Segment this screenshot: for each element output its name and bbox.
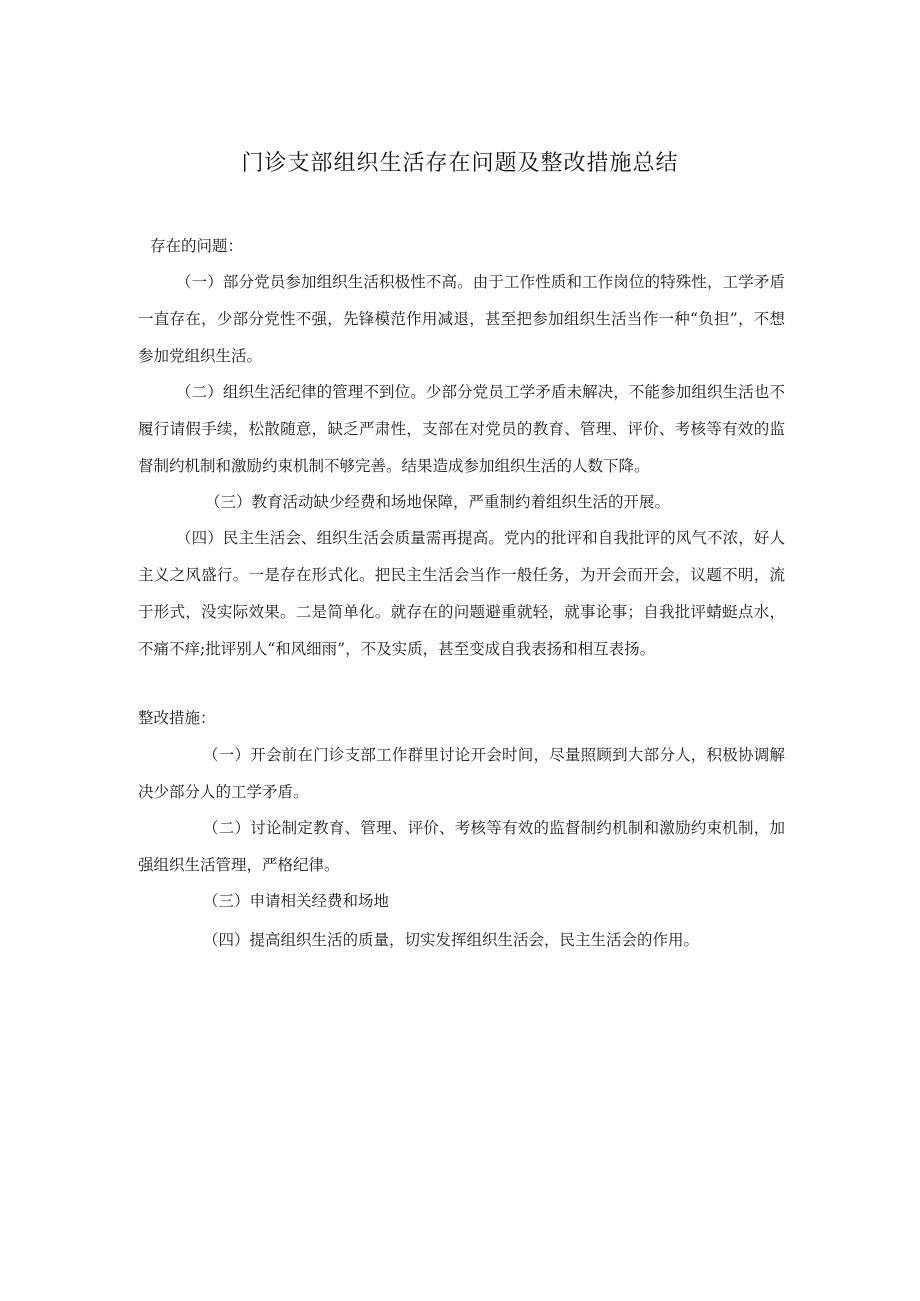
measure-item-3: （三）申请相关经费和场地 [203,892,390,910]
measures-heading: 整改措施： [138,709,216,727]
document-title: 门诊支部组织生活存在问题及整改措施总结 [241,151,679,176]
problem-item-3: （三）教育活动缺少经费和场地保障，严重制约着组织生活的开展。 [205,493,671,511]
measure-item-4: （四）提高组织生活的质量，切实发挥组织生活会，民主生活会的作用。 [203,931,700,949]
problems-heading: 存在的问题： [150,237,244,255]
problem-item-1: （一）部分党员参加组织生活积极性不高。由于工作性质和工作岗位的特殊性，工学矛盾一直存在，少部分党性不强，先锋模范作用减退，甚至把参加组织生活当作一种“负担”，不想参加党组织生活。 [138,273,785,365]
problem-item-4: （四）民主生活会、组织生活会质量需再提高。党内的批评和自我批评的风气不浓，好人主义之风盛行。一是存在形式化。把民主生活会当作一般任务，为开会而开会，议题不明，流于形式，没实际效果。二是简单化。就存在的问题避重就轻，就事论事；自我批评蜻蜓点水，不痛不痒;批评别人“和风细雨”，不及实质，甚至变成自我表扬和相互表扬。 [138,529,785,658]
problem-item-2: （二）组织生活纪律的管理不到位。少部分党员工学矛盾未解决，不能参加组织生活也不履行请假手续，松散随意，缺乏严肃性，支部在对党员的教育、管理、评价、考核等有效的监督制约机制和激励约束机制不够完善。结果造成参加组织生活的人数下降。 [138,383,785,475]
measure-item-2: （二）讨论制定教育、管理、评价、考核等有效的监督制约机制和激励约束机制，加强组织生活管理，严格纪律。 [138,819,785,874]
measure-item-1: （一）开会前在门诊支部工作群里讨论开会时间，尽量照顾到大部分人，积极协调解决少部分人的工学矛盾。 [138,746,785,801]
